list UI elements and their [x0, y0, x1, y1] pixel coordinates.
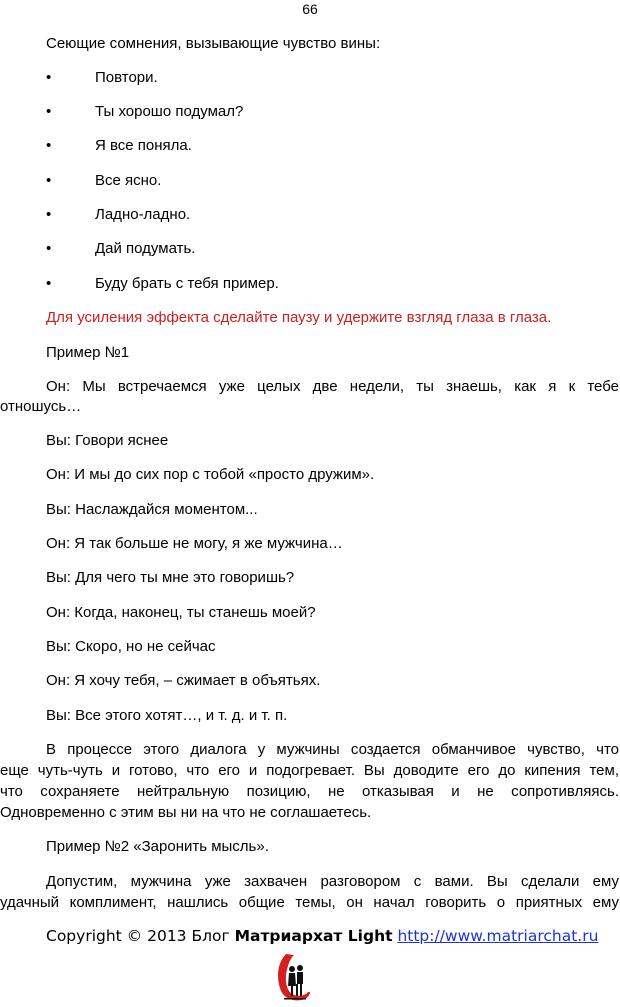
dialogue-line: Он: Когда, наконец, ты станешь моей?	[46, 604, 316, 621]
footer	[46, 926, 598, 946]
intro-text: Сеющие сомнения, вызывающие чувство вины:	[46, 35, 381, 52]
bullet-marker: •	[46, 275, 52, 292]
dialogue-line: Он: Я хочу тебя, – сжимает в объятьях.	[46, 672, 321, 689]
dialogue-line: Вы: Для чего ты мне это говоришь?	[46, 569, 295, 586]
paragraph-line: В процессе этого диалога у мужчины создается обманчивое чувство, что	[46, 741, 619, 758]
dialogue-line: Он: И мы до сих пор с тобой «просто дружим».	[46, 466, 375, 483]
blog-logo	[272, 950, 312, 1004]
paragraph-line: Одновременно с этим вы ни на что не соглашаетесь.	[0, 804, 372, 821]
list-item: Буду брать с тебя пример.	[95, 275, 279, 292]
example-2-title: Пример №2 «Заронить мысль».	[46, 838, 269, 855]
bullet-marker: •	[46, 240, 52, 257]
brand-name: Матриархат Light	[234, 927, 393, 945]
paragraph-line: удачный комплимент, нашлись общие темы, он начал говорить о приятных ему	[0, 894, 619, 911]
copyright-text: Copyright © 2013 Блог	[46, 927, 235, 945]
highlight-text: Для усиления эффекта сделайте паузу и удержите взгляд глаза в глаза.	[46, 309, 552, 326]
list-item: Все ясно.	[95, 172, 162, 189]
dialogue-line-continuation: отношусь…	[0, 398, 82, 415]
list-item: Дай подумать.	[95, 240, 196, 257]
dialogue-line: Он: Я так больше не могу, я же мужчина…	[46, 535, 343, 552]
paragraph-line: Допустим, мужчина уже захвачен разговором с вами. Вы сделали ему	[46, 873, 619, 890]
dialogue-line: Вы: Наслаждайся моментом...	[46, 501, 258, 518]
bullet-marker: •	[46, 206, 52, 223]
dialogue-line: Вы: Все этого хотят…, и т. д. и т. п.	[46, 707, 288, 724]
list-item: Ладно-ладно.	[95, 206, 191, 223]
dialogue-line: Он: Мы встречаемся уже целых две недели, ты знаешь, как я к тебе	[46, 378, 619, 395]
page-number: 66	[302, 1, 318, 17]
bullet-marker: •	[46, 69, 52, 86]
bullet-marker: •	[46, 172, 52, 189]
paragraph-line: еще чуть-чуть и готово, что его и подогревает. Вы доводите его до кипения тем,	[0, 762, 619, 779]
dialogue-line: Вы: Говори яснее	[46, 432, 169, 449]
bullet-marker: •	[46, 103, 52, 120]
paragraph-line: что сохраняете нейтральную позицию, не отказывая и не сопротивляясь.	[0, 783, 619, 800]
example-1-title: Пример №1	[46, 344, 130, 361]
site-link[interactable]: http://www.matriarchat.ru	[397, 927, 599, 945]
list-item: Повтори.	[95, 69, 158, 86]
list-item: Ты хорошо подумал?	[95, 103, 244, 120]
bullet-marker: •	[46, 137, 52, 154]
dialogue-line: Вы: Скоро, но не сейчас	[46, 638, 216, 655]
list-item: Я все поняла.	[95, 137, 192, 154]
